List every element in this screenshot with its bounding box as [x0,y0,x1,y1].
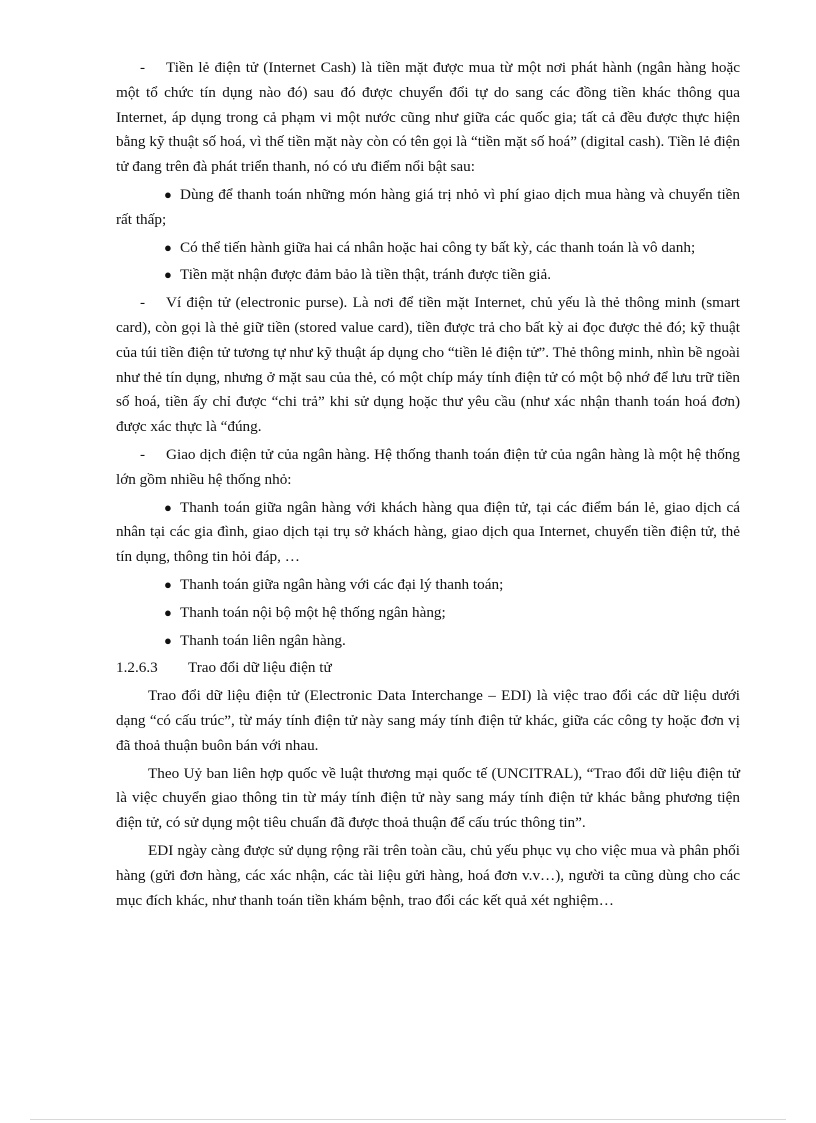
section-heading [116,656,740,681]
bullet-item [116,263,740,288]
paragraph-bank-transactions [116,443,740,493]
page-body [116,56,740,916]
bullet-text: Thanh toán liên ngân hàng. [180,631,346,649]
page-bottom-divider [30,1119,786,1120]
dash-marker: - [140,59,146,76]
dash-marker: - [140,445,146,463]
paragraph-text: Ví điện tử (electronic purse). Là nơi để tiền mặt Internet, chủ yếu là thẻ thông minh (smart card), còn gọi là thẻ giữ tiền (stored value card), tiền được trả cho bất kỳ ai đọc được thẻ đó; kỹ thuật của túi tiền điện tử tương tự như kỹ thuật áp dụng cho “tiền lẻ điện tử”. Thẻ thông minh, nhìn bề ngoài như thẻ tín dụng, nhưng ở mặt sau của thẻ, có một chíp máy tính điện tử có một bộ nhớ để lưu trữ tiền số hoá, tiền ấy chỉ được “chi trả” khi sử dụng hoặc thư yêu cầu (như xác nhận thanh toán hoá đơn) được xác thực là “đúng. [116,294,740,436]
bullet-icon: ● [164,632,172,648]
paragraph-edi-definition: Trao đổi dữ liệu điện tử (Electronic Data Interchange – EDI) là việc trao đổi các dữ liệu dưới dạng “có cấu trúc”, từ máy tính điện tử này sang máy tính điện tử khác, giữa các công ty hoặc đơn vị đã thoả thuận buôn bán với nhau. [116,687,740,754]
bullet-item [116,601,740,626]
section-title: Trao đổi dữ liệu điện tử [188,659,332,677]
bullet-icon: ● [164,604,172,620]
bullet-text: Tiền mặt nhận được đảm bảo là tiền thật, tránh được tiền giả. [180,266,552,284]
bullet-text: Có thể tiến hành giữa hai cá nhân hoặc hai công ty bất kỳ, các thanh toán là vô danh; [180,238,696,256]
paragraph-text: Tiền lẻ điện tử (Internet Cash) là tiền mặt được mua từ một nơi phát hành (ngân hàng hoặc một tổ chức tín dụng nào đó) sau đó được chuyển đổi tự do sang các đồng tiền khác thông qua Internet, áp dụng trong cả phạm vi một nước cũng như giữa các quốc gia; tất cả đều được thực hiện bằng kỹ thuật số hoá, vì thế tiền mặt này còn có tên gọi là “tiền mặt số hoá” (digital cash). Tiền lẻ điện tử đang trên đà phát triển thanh, nó có ưu điểm nổi bật sau: [116,59,740,176]
bullet-icon: ● [164,267,172,283]
section-number: 1.2.6.3 [116,659,158,677]
bullet-icon: ● [164,499,172,515]
bullet-item [116,496,740,570]
paragraph-uncitral: Theo Uỷ ban liên hợp quốc về luật thương mại quốc tế (UNCITRAL), “Trao đổi dữ liệu điện tử là việc chuyển giao thông tin từ máy tính điện tử này sang máy tính điện tử khác bằng phương tiện điện tử, có sử dụng một tiêu chuẩn đã được thoả thuận để cấu trúc thông tin”. [116,764,740,832]
paragraph-electronic-purse [116,291,740,440]
bullet-icon: ● [164,239,172,255]
bullet-text: Dùng để thanh toán những món hàng giá trị nhỏ vì phí giao dịch mua hàng và chuyển tiền rất thấp; [116,185,740,228]
bullet-item [116,629,740,654]
paragraph-text: Giao dịch điện tử của ngân hàng. Hệ thống thanh toán điện tử của ngân hàng là một hệ thống lớn gồm nhiều hệ thống nhỏ: [116,445,740,488]
paragraph-edi-usage: EDI ngày càng được sử dụng rộng rãi trên toàn cầu, chủ yếu phục vụ cho việc mua và phân phối hàng (gửi đơn hàng, các xác nhận, các tài liệu gửi hàng, hoá đơn v.v…), người ta cũng dùng cho các mục đích khác, như thanh toán tiền khám bệnh, trao đổi các kết quả xét nghiệm… [116,841,740,909]
bullet-icon: ● [164,186,172,202]
bullet-item [116,236,740,261]
bullet-text: Thanh toán giữa ngân hàng với các đại lý thanh toán; [180,575,504,593]
bullet-item [116,183,740,233]
bullet-icon: ● [164,576,172,592]
paragraph-internet-cash [116,56,740,180]
bullet-item [116,573,740,598]
bullet-text: Thanh toán nội bộ một hệ thống ngân hàng; [180,603,446,621]
bullet-text: Thanh toán giữa ngân hàng với khách hàng qua điện tử, tại các điểm bán lẻ, giao dịch cá nhân tại các gia đình, giao dịch tại trụ sở khách hàng, giao dịch qua Internet, chuyển tiền điện tử, thẻ tín dụng, thông tin hỏi đáp, … [116,498,740,566]
dash-marker: - [140,294,146,312]
